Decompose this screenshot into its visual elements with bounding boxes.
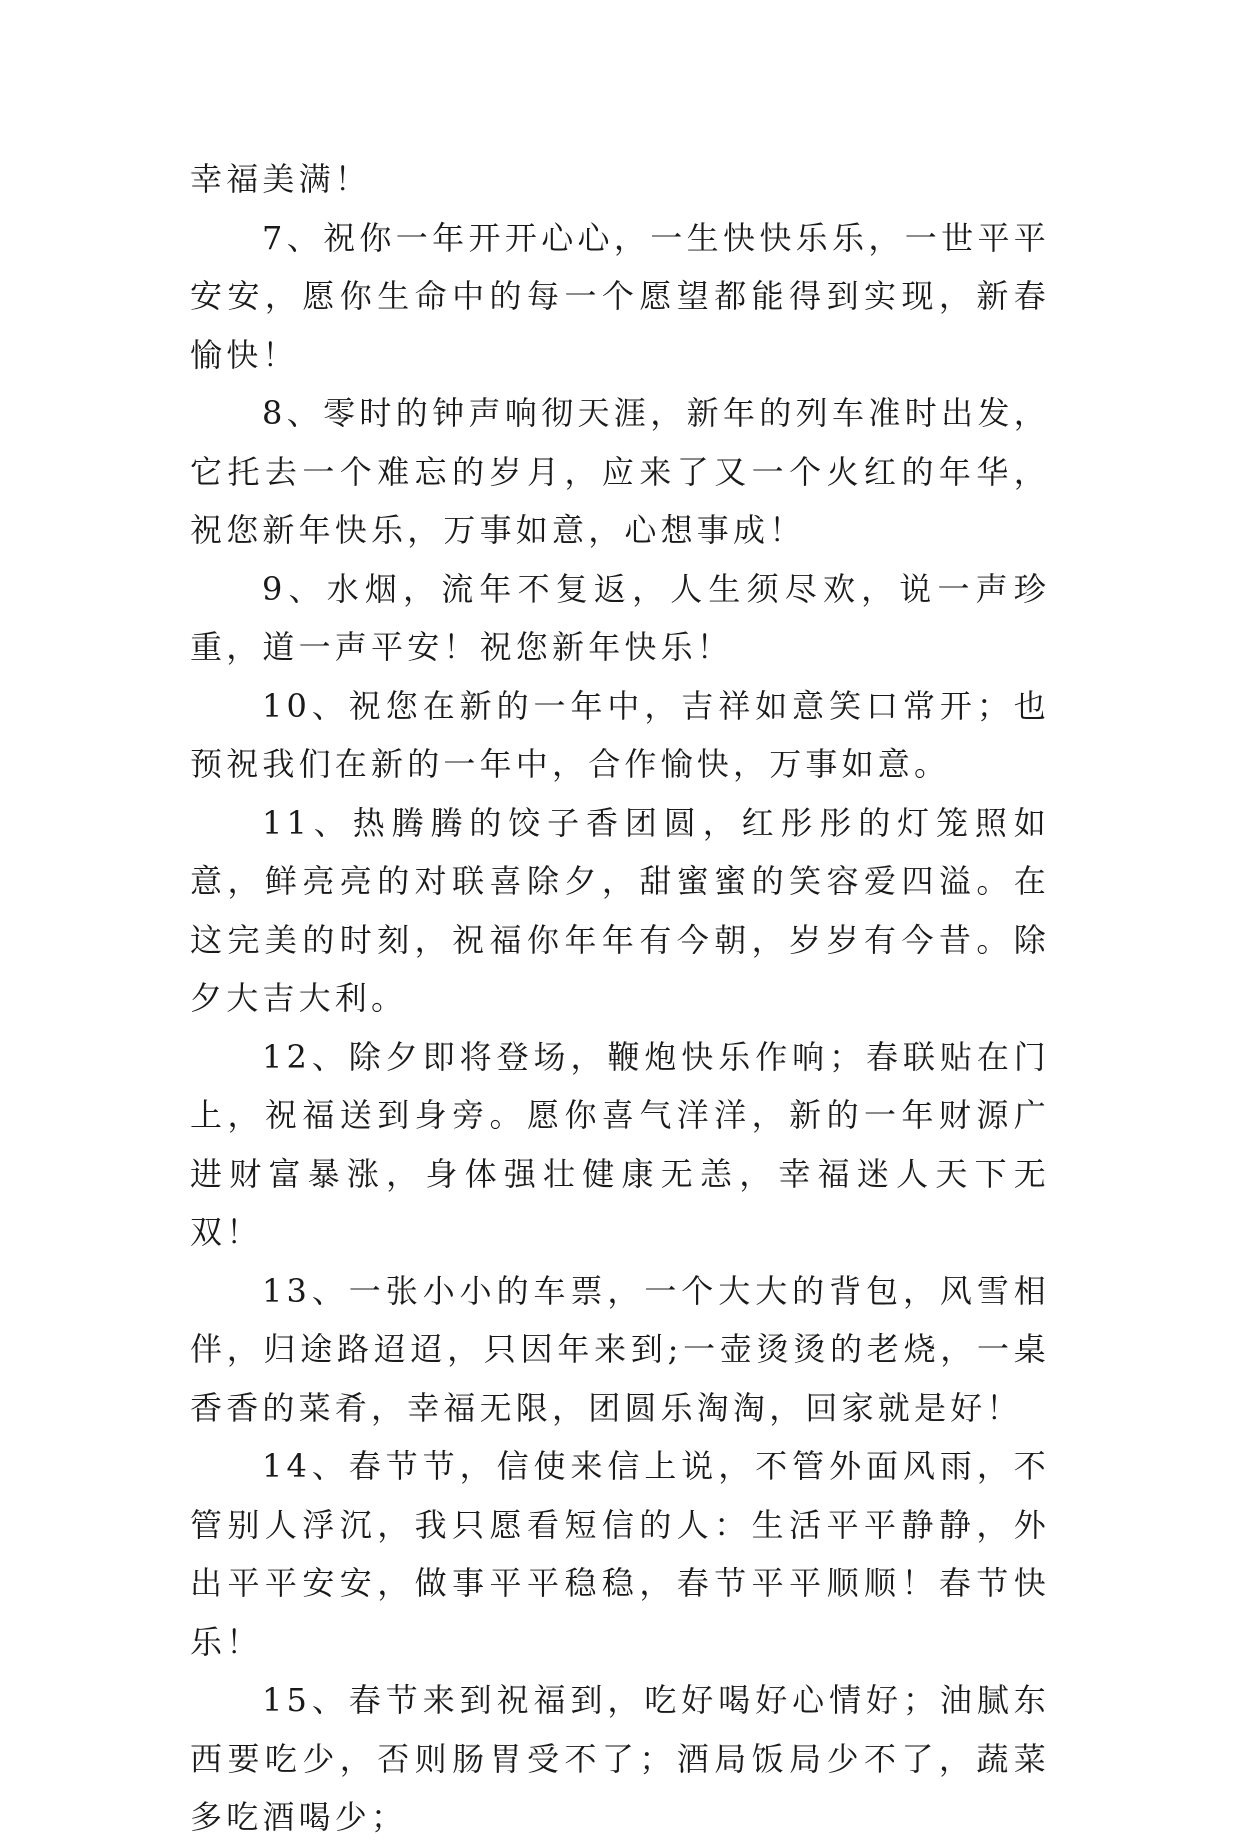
paragraph-continuation: 幸福美满！ — [190, 160, 372, 198]
paragraph-wish-11: 11、热腾腾的饺子香团圆，红彤彤的灯笼照如意，鲜亮亮的对联喜除夕，甜蜜蜜的笑容爱四溢。在这完美的时刻，祝福你年年有今朝，岁岁有今昔。除夕大吉大利。 — [190, 803, 1050, 1017]
paragraph-wish-7: 7、祝你一年开开心心，一生快快乐乐，一世平平安安，愿你生命中的每一个愿望都能得到实现，新春愉快！ — [190, 218, 1050, 374]
paragraph-wish-14: 14、春节节，信使来信上说，不管外面风雨，不管别人浮沉，我只愿看短信的人：生活平平静静，外出平平安安，做事平平稳稳，春节平平顺顺！春节快乐！ — [190, 1447, 1050, 1661]
paragraph-wish-9: 9、水烟，流年不复返，人生须尽欢，说一声珍重，道一声平安！祝您新年快乐！ — [190, 569, 1050, 666]
paragraph-wish-12: 12、除夕即将登场，鞭炮快乐作响；春联贴在门上，祝福送到身旁。愿你喜气洋洋，新的一年财源广进财富暴涨，身体强壮健康无恙，幸福迷人天下无双！ — [190, 1037, 1050, 1251]
paragraph-wish-15: 15、春节来到祝福到，吃好喝好心情好；油腻东西要吃少，否则肠胃受不了；酒局饭局少不了，蔬菜多吃酒喝少； — [190, 1681, 1050, 1836]
paragraph-wish-8: 8、零时的钟声响彻天涯，新年的列车准时出发，它托去一个难忘的岁月，应来了又一个火红的年华，祝您新年快乐，万事如意，心想事成！ — [190, 394, 1050, 549]
paragraph-wish-13: 13、一张小小的车票，一个大大的背包，风雪相伴，归途路迢迢，只因年来到;一壶烫烫的老烧，一桌香香的菜肴，幸福无限，团圆乐淘淘，回家就是好！ — [190, 1271, 1050, 1427]
document-body — [190, 150, 1050, 1847]
paragraph-wish-10: 10、祝您在新的一年中，吉祥如意笑口常开；也预祝我们在新的一年中，合作愉快，万事如意。 — [190, 686, 1050, 783]
